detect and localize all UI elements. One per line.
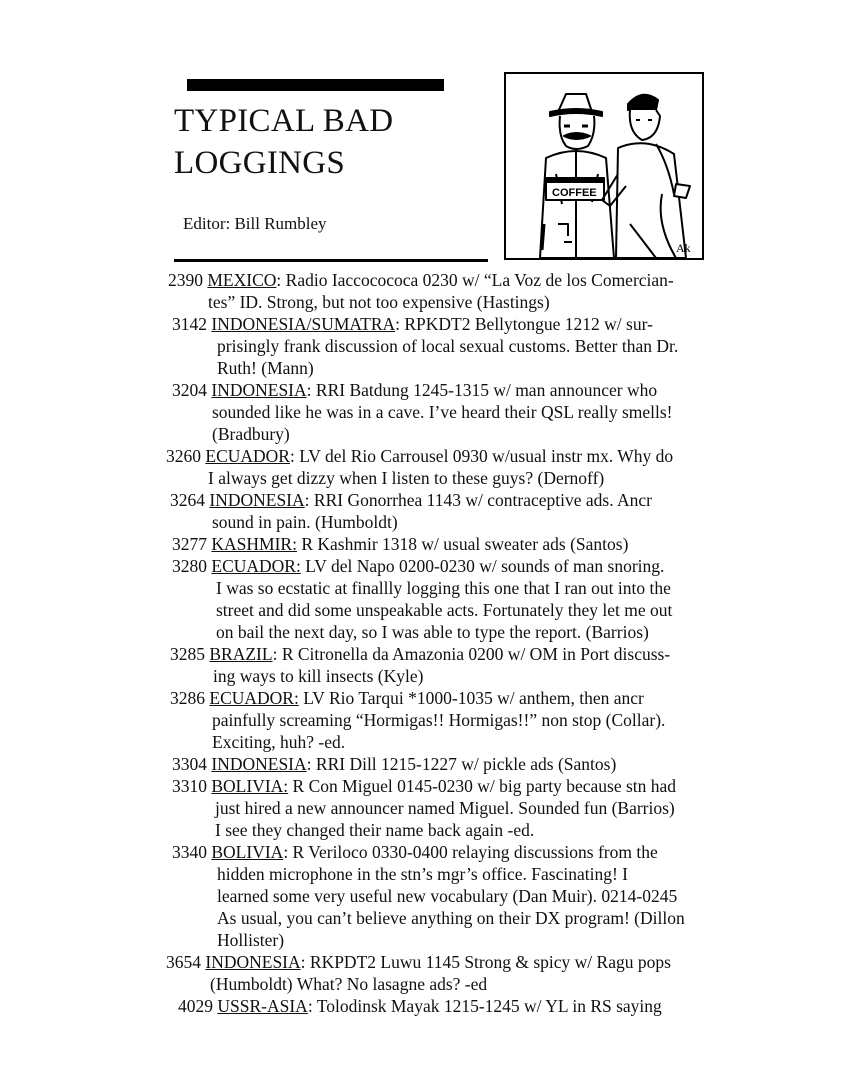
- country-name: ECUADOR: [205, 446, 290, 466]
- frequency: 3277: [172, 534, 207, 554]
- frequency: 3654: [166, 952, 201, 972]
- frequency: 2390: [168, 270, 203, 290]
- entry-text-line: sound in pain. (Humboldt): [212, 512, 398, 532]
- cartoon-illustration: [504, 72, 704, 260]
- frequency: 3340: [172, 842, 207, 862]
- entry-text-line: : LV del Rio Carrousel 0930 w/usual instr mx. Why do: [289, 446, 674, 466]
- entry-text-line: hidden microphone in the stn’s mgr’s office. Fascinating! I: [217, 864, 629, 884]
- country-name: INDONESIA: [211, 380, 307, 400]
- country-name: INDONESIA: [205, 952, 301, 972]
- frequency: 4029: [178, 996, 213, 1016]
- entry-text-line: Ruth! (Mann): [217, 358, 314, 378]
- entry-text-line: : R Veriloco 0330-0400 relaying discussions from the: [283, 842, 658, 862]
- frequency: 3285: [170, 644, 205, 664]
- entry-text-line: : RRI Gonorrhea 1143 w/ contraceptive ads. Ancr: [304, 490, 652, 510]
- entry-text-line: : RRI Dill 1215-1227 w/ pickle ads (Santos): [306, 754, 617, 774]
- header-divider: [174, 259, 488, 262]
- entry-text-line: ing ways to kill insects (Kyle): [213, 666, 424, 686]
- entry-text-line: on bail the next day, so I was able to type the report. (Barrios): [216, 622, 649, 642]
- entry-text-line: tes” ID. Strong, but not too expensive (Hastings): [208, 292, 550, 312]
- frequency: 3260: [166, 446, 201, 466]
- entry-text-line: LV Rio Tarqui *1000-1035 w/ anthem, then ancr: [298, 688, 644, 708]
- sign-text: COFFEE: [552, 187, 597, 199]
- frequency: 3204: [172, 380, 207, 400]
- entry-text-line: painfully screaming “Hormigas!! Hormigas!!” non stop (Collar).: [212, 710, 666, 730]
- entry-text-line: LV del Napo 0200-0230 w/ sounds of man snoring.: [300, 556, 665, 576]
- entry-text-line: Exciting, huh? -ed.: [212, 732, 346, 752]
- country-name: MEXICO: [207, 270, 277, 290]
- country-name: BOLIVIA:: [211, 776, 289, 796]
- title-line-1: TYPICAL BAD: [174, 103, 394, 139]
- entry-text-line: I was so ecstatic at finallly logging this one that I ran out into the: [216, 578, 671, 598]
- artist-signature: Ak: [676, 241, 691, 255]
- entry-text-line: R Con Miguel 0145-0230 w/ big party because stn had: [288, 776, 677, 796]
- country-name: BOLIVIA: [211, 842, 284, 862]
- entry-text-line: : Radio Iaccocococa 0230 w/ “La Voz de los Comercian-: [276, 270, 674, 290]
- frequency: 3280: [172, 556, 207, 576]
- entry-text-line: (Bradbury): [212, 424, 290, 444]
- entry-text-line: : R Citronella da Amazonia 0200 w/ OM in Port discuss-: [272, 644, 671, 664]
- entry-text-line: I always get dizzy when I listen to these guys? (Dernoff): [208, 468, 605, 488]
- country-name: INDONESIA: [209, 490, 305, 510]
- entry-text-line: I see they changed their name back again -ed.: [215, 820, 535, 840]
- entry-text-line: : RRI Batdung 1245-1315 w/ man announcer who: [306, 380, 658, 400]
- frequency: 3286: [170, 688, 205, 708]
- entry-text-line: prisingly frank discussion of local sexual customs. Better than Dr.: [217, 336, 679, 356]
- frequency: 3310: [172, 776, 207, 796]
- title-bar-rule: [187, 79, 444, 91]
- entry-text-line: R Kashmir 1318 w/ usual sweater ads (Santos): [296, 534, 629, 554]
- country-name: ECUADOR:: [209, 688, 299, 708]
- country-name: KASHMIR:: [211, 534, 297, 554]
- entry-text-line: just hired a new announcer named Miguel. Sounded fun (Barrios): [215, 798, 675, 818]
- country-name: ECUADOR:: [211, 556, 301, 576]
- entry-text-line: street and did some unspeakable acts. Fortunately they let me out: [216, 600, 673, 620]
- country-name: BRAZIL: [209, 644, 273, 664]
- entry-text-line: Hollister): [217, 930, 285, 950]
- page-title: [174, 100, 393, 184]
- editor-credit: Editor: Bill Rumbley: [183, 214, 327, 233]
- frequency: 3264: [170, 490, 205, 510]
- entry-text-line: sounded like he was in a cave. I’ve heard their QSL really smells!: [212, 402, 673, 422]
- country-name: INDONESIA/SUMATRA: [211, 314, 396, 334]
- entry-text-line: : Tolodinsk Mayak 1215-1245 w/ YL in RS saying: [307, 996, 662, 1016]
- entry-text-line: As usual, you can’t believe anything on their DX program! (Dillon: [217, 908, 685, 928]
- entry-text-line: (Humboldt) What? No lasagne ads? -ed: [210, 974, 488, 994]
- entry-text-line: : RPKDT2 Bellytongue 1212 w/ sur-: [395, 314, 653, 334]
- entry-text-line: learned some very useful new vocabulary (Dan Muir). 0214-0245: [217, 886, 678, 906]
- frequency: 3304: [172, 754, 207, 774]
- frequency: 3142: [172, 314, 207, 334]
- country-name: INDONESIA: [211, 754, 307, 774]
- entry-text-line: : RKPDT2 Luwu 1145 Strong & spicy w/ Ragu pops: [300, 952, 671, 972]
- title-line-2: LOGGINGS: [174, 145, 346, 181]
- country-name: USSR-ASIA: [217, 996, 308, 1016]
